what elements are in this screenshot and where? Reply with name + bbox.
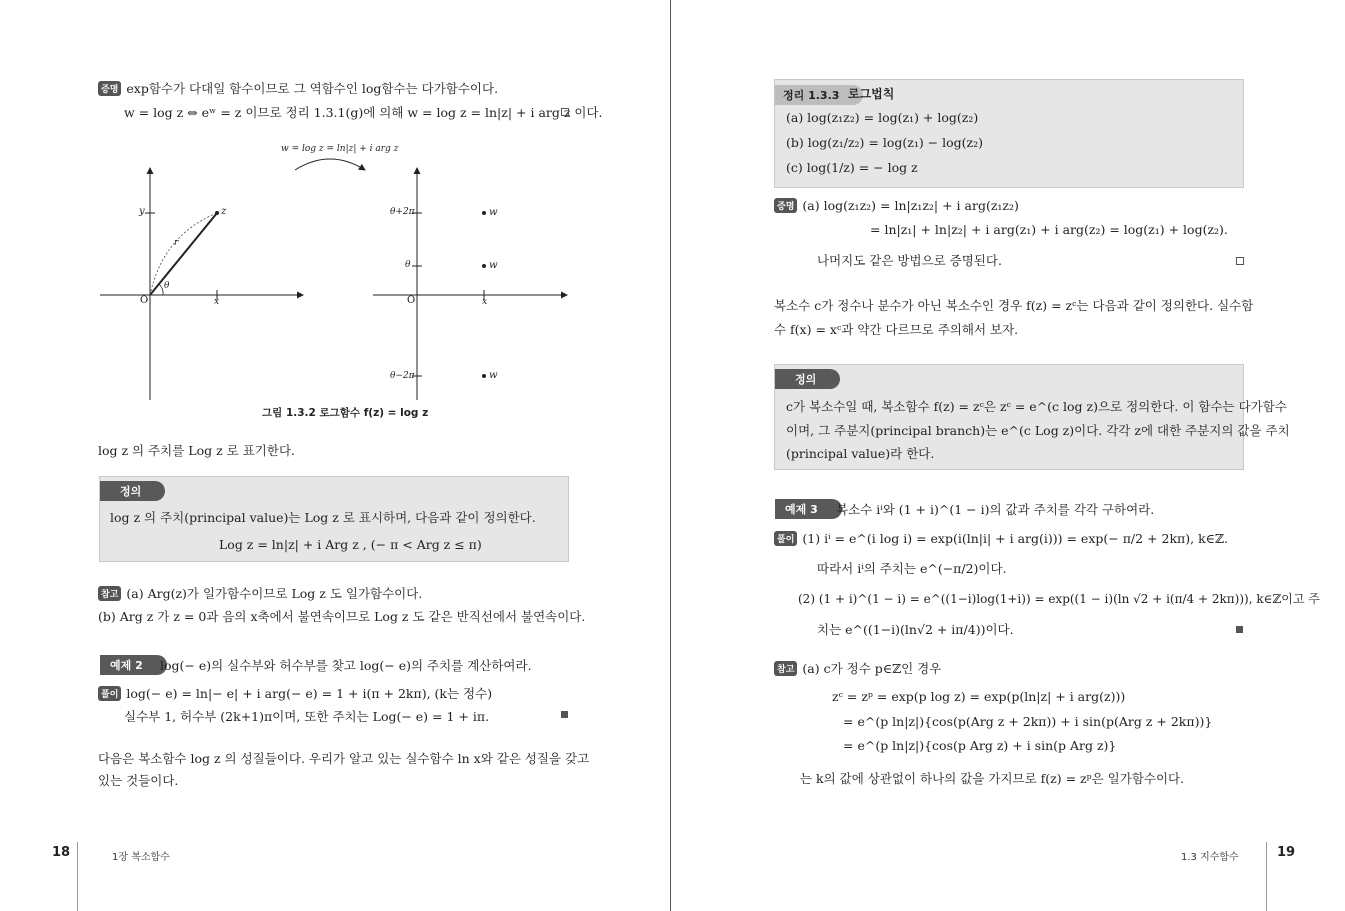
example3-text: 복소수 iⁱ와 (1 + i)^(1 − i)의 값과 주치를 각각 구하여라.: [836, 502, 1155, 517]
right-solution-2: (2) (1 + i)^(1 − i) = e^((1−i)log(1+i)) = exp((1 − i)(ln √2 + i(π/4 + 2kπ))), k∈ℤ이고 주: [798, 592, 1320, 606]
proof-tag-right: 증명: [774, 198, 797, 213]
mapping-arrow: [295, 159, 365, 170]
right-eq1: zᶜ = zᵖ = exp(p log z) = exp(p(ln|z| + i arg(z))): [832, 689, 1126, 704]
fig-x-right: x: [482, 297, 488, 307]
theorem-title: 로그법칙: [848, 87, 895, 101]
example3-tag: 예제 3: [775, 499, 842, 519]
note-tag-right: 참고: [774, 661, 797, 676]
end-mark-right: [1236, 626, 1243, 633]
theorem-tag: 정리 1.3.3: [775, 85, 863, 105]
theorem-a: (a) log(z₁z₂) = log(z₁) + log(z₂): [786, 110, 979, 125]
fig-arrow-label: w = log z = ln|z| + i arg z: [281, 144, 399, 154]
fig-r-label: r: [174, 238, 179, 248]
left-after-figure: log z 의 주치를 Log z 로 표기한다.: [98, 443, 295, 458]
fig-y-label: y: [139, 206, 145, 217]
w-point-lower: [482, 374, 486, 378]
proof-tag: 증명: [98, 81, 121, 96]
qed-mark-right: [1236, 257, 1244, 265]
fig-w1: w: [489, 207, 498, 218]
left-def-tag: 정의: [100, 481, 165, 501]
left-page-number: 18: [52, 845, 71, 860]
right-footer-section: 1.3 지수함수: [1181, 852, 1239, 863]
left-solution-line1: 풀이 log(− e) = ln|− e| + i arg(− e) = 1 + i(π + 2kπ), (k는 정수): [98, 684, 492, 702]
fig-t0-label: θ: [405, 260, 411, 270]
left-proof-line2: w = log z ⇔ eʷ = z 이므로 정리 1.3.1(g)에 의해 w = log z = ln|z| + i arg z 이다.: [124, 105, 603, 120]
right-proof-line3: 나머지도 같은 방법으로 증명된다.: [817, 253, 1002, 268]
theorem-b: (b) log(z₁/z₂) = log(z₁) − log(z₂): [786, 135, 984, 150]
theorem-c: (c) log(1/z) = − log z: [786, 160, 918, 175]
left-outro-line1: 다음은 복소함수 log z 의 성질들이다. 우리가 알고 있는 실수함수 ln x와 같은 성질을 갖고: [98, 751, 590, 766]
fig-x-left: x: [214, 297, 220, 307]
log-function-figure: [95, 140, 575, 405]
fig-tm-label: θ−2π: [390, 371, 415, 381]
end-mark: [561, 711, 568, 718]
qed-mark: [561, 108, 569, 116]
fig-w2: w: [489, 260, 498, 271]
right-def-tag: 정의: [775, 369, 840, 389]
right-def-line1: c가 복소수일 때, 복소함수 f(z) = zᶜ은 zᶜ = e^(c log z)으로 정의한다. 이 함수는 다가함수: [786, 399, 1287, 414]
w-point-upper: [482, 211, 486, 215]
left-note-a: 참고 (a) Arg(z)가 일가함수이므로 Log z 도 일가함수이다.: [98, 584, 422, 602]
right-proof-line1: 증명 (a) log(z₁z₂) = ln|z₁z₂| + i arg(z₁z₂): [774, 198, 1019, 213]
left-proof-line1: 증명 exp함수가 다대일 함수이므로 그 역함수인 log함수는 다가함수이다.: [98, 79, 498, 97]
right-solution-1: 풀이 (1) iⁱ = e^(i log i) = exp(i(ln|i| + i arg(i))) = exp(− π/2 + 2kπ), k∈ℤ.: [774, 531, 1228, 546]
right-note-a: 참고 (a) c가 정수 p∈ℤ인 경우: [774, 659, 941, 677]
right-page-number: 19: [1277, 845, 1296, 860]
left-solution-line2: 실수부 1, 허수부 (2k+1)π이며, 또한 주치는 Log(− e) = 1 + iπ.: [124, 709, 490, 724]
fig-origin-left: O: [140, 295, 149, 306]
left-def-line2: Log z = ln|z| + i Arg z , (− π < Arg z ≤ π): [219, 537, 482, 552]
page-gutter: [670, 0, 671, 911]
note-tag: 참고: [98, 586, 121, 601]
right-para-line1: 복소수 c가 정수나 분수가 아닌 복소수인 경우 f(z) = zᶜ는 다음과 같이 정의한다. 실수함: [774, 298, 1254, 313]
right-note-end: 는 k의 값에 상관없이 하나의 값을 가지므로 f(z) = zᵖ은 일가함수이다.: [800, 771, 1185, 786]
example2-tag: 예제 2: [100, 655, 167, 675]
right-footer-rule: [1266, 842, 1267, 911]
solution-tag: 풀이: [98, 686, 121, 701]
figure-caption: 그림 1.3.2 로그함수 f(z) = log z: [262, 407, 429, 419]
left-outro-line2: 있는 것들이다.: [98, 773, 179, 788]
fig-theta-label: θ: [164, 281, 170, 291]
right-def-line3: (principal value)라 한다.: [786, 446, 935, 461]
right-eq3: = e^(p ln|z|){cos(p Arg z) + i sin(p Arg z)}: [843, 738, 1117, 753]
right-eq2: = e^(p ln|z|){cos(p(Arg z + 2kπ)) + i sin(p(Arg z + 2kπ))}: [843, 714, 1213, 729]
right-para-line2: 수 f(x) = xᶜ과 약간 다르므로 주의해서 보자.: [774, 322, 1019, 337]
left-def-line1: log z 의 주치(principal value)는 Log z 로 표시하며, 다음과 같이 정의한다.: [110, 510, 536, 525]
right-def-line2: 이며, 그 주분지(principal branch)는 e^(c Log z)이다. 각각 z에 대한 주분지의 값을 주치: [786, 423, 1290, 438]
fig-t1-label: θ+2π: [390, 207, 415, 217]
left-note-b: (b) Arg z 가 z = 0과 음의 x축에서 불연속이므로 Log z 도 같은 반직선에서 불연속이다.: [98, 609, 586, 624]
fig-origin-right: O: [407, 295, 416, 306]
z-vector: [150, 213, 217, 295]
w-point-mid: [482, 264, 486, 268]
fig-z-label: z: [221, 206, 227, 217]
left-footer-rule: [77, 842, 78, 911]
solution-tag-right: 풀이: [774, 531, 797, 546]
right-solution-1b: 따라서 iⁱ의 주치는 e^(−π/2)이다.: [817, 561, 1007, 576]
left-footer-chapter: 1장 복소함수: [112, 852, 170, 863]
right-solution-2b: 치는 e^((1−i)(ln√2 + iπ/4))이다.: [817, 622, 1014, 637]
example2-text: log(− e)의 실수부와 허수부를 찾고 log(− e)의 주치를 계산하여라.: [160, 658, 532, 673]
right-proof-line2: = ln|z₁| + ln|z₂| + i arg(z₁) + i arg(z₂) = log(z₁) + log(z₂).: [870, 222, 1228, 237]
fig-w3: w: [489, 370, 498, 381]
